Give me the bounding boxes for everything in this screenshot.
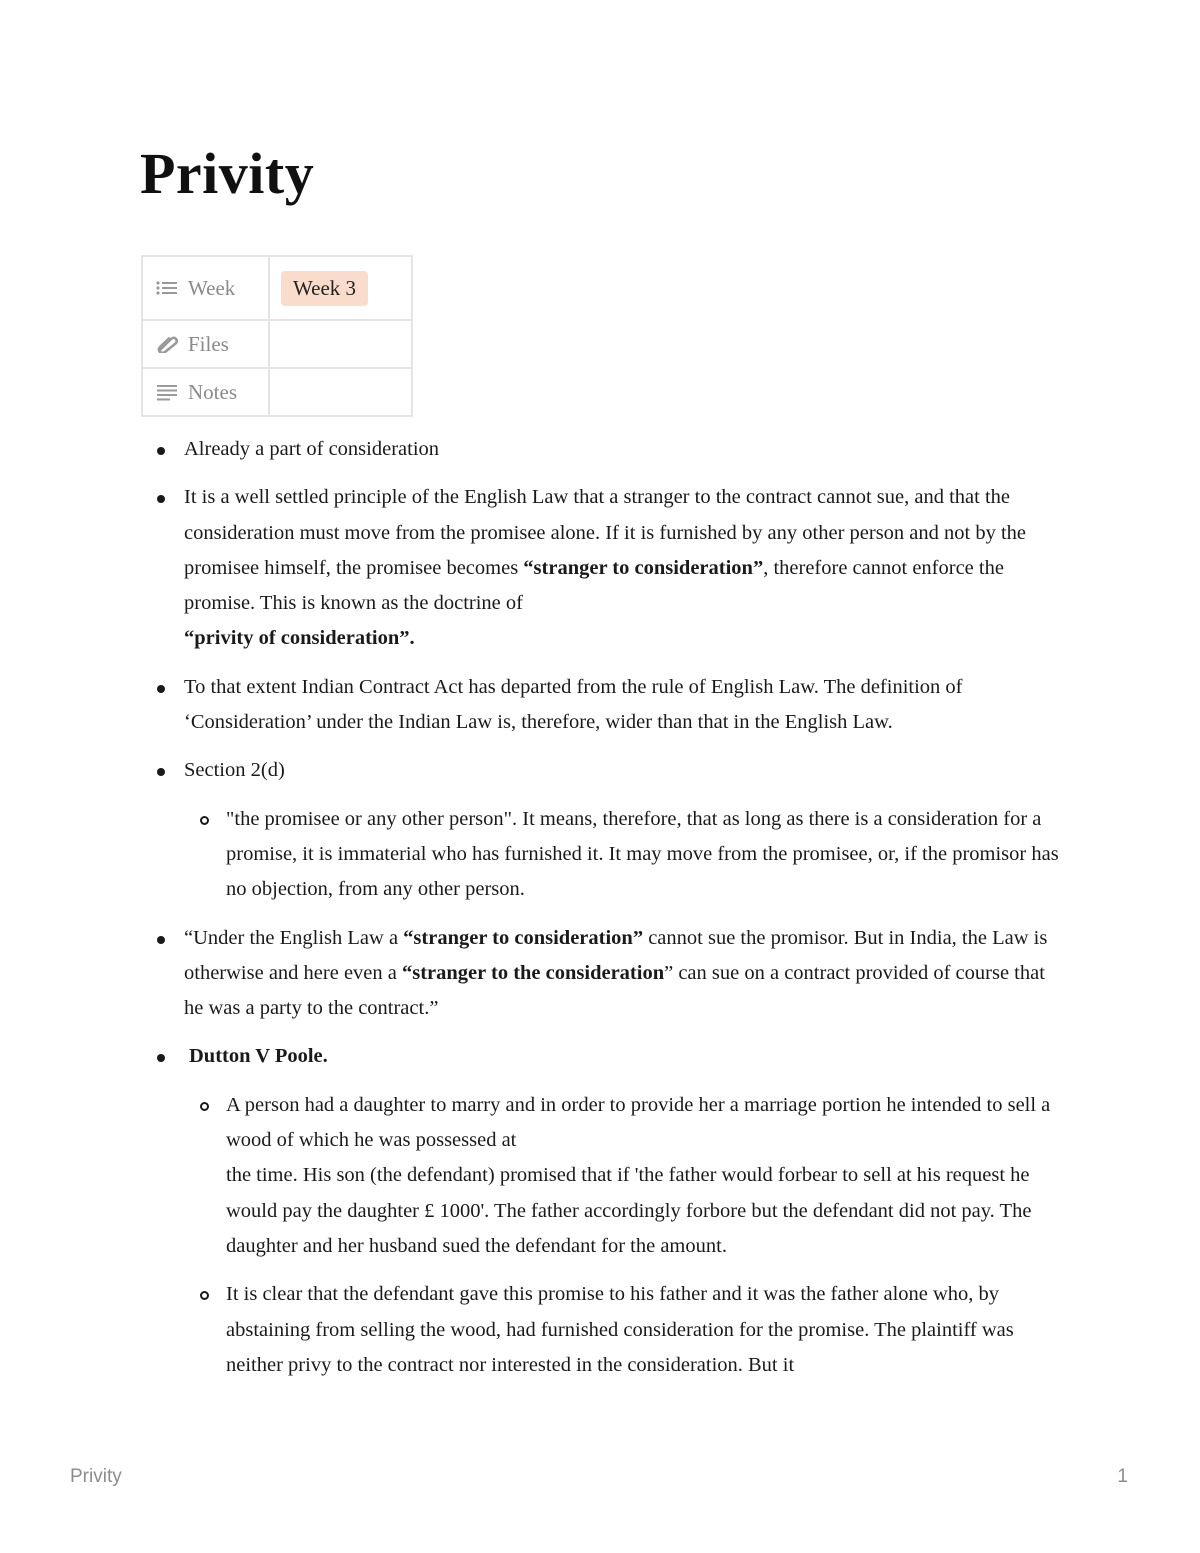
bold-term: “privity of consideration”. (184, 627, 415, 650)
property-label-files: Files (188, 331, 229, 356)
list-item: Section 2(d) "the promisee or any other person". It means, therefore, that as long as there is a consideration for a promise, it is immaterial who has furnished it. It may move from the promisee, or, if the promisor has no objection, from any other person. (140, 753, 1065, 907)
bold-term: “stranger to consideration” (403, 926, 644, 949)
bullet-list (140, 432, 1065, 1383)
bold-term: “stranger to consideration” (523, 556, 764, 579)
sub-list (184, 1088, 1065, 1383)
property-value-notes[interactable] (269, 368, 412, 416)
page-number: 1 (1117, 1466, 1128, 1487)
page-title: Privity (140, 141, 315, 206)
property-value-week[interactable] (269, 256, 412, 320)
property-row-files (142, 320, 412, 368)
paperclip-icon (156, 335, 178, 353)
list-item: It is a well settled principle of the English Law that a stranger to the contract cannot sue, and that the consideration must move from the promisee alone. If it is furnished by any other person and not by the promisee himself, the promisee becomes “stranger to consideration”, therefore cannot enforce the promise. This is known as the doctrine of “privity of consideration”. (140, 480, 1065, 656)
sub-list (184, 802, 1065, 908)
property-value-files[interactable] (269, 320, 412, 368)
list-item (140, 1039, 1065, 1383)
property-label-week: Week (188, 275, 236, 300)
week-tag[interactable]: Week 3 (281, 271, 368, 306)
properties-table (141, 255, 413, 417)
sub-list-item: "the promisee or any other person". It means, therefore, that as long as there is a consideration for a promise, it is immaterial who has furnished it. It may move from the promisee, or, if the promisor has no objection, from any other person. (184, 802, 1065, 908)
case-name: Dutton V Poole. (189, 1045, 328, 1068)
property-row-notes (142, 368, 412, 416)
text-lines-icon (156, 383, 178, 401)
list-item: To that extent Indian Contract Act has departed from the rule of English Law. The definition of ‘Consideration’ under the Indian Law is, therefore, wider than that in the English Law. (140, 670, 1065, 741)
property-key-files[interactable] (142, 320, 269, 368)
list-item: Already a part of consideration (140, 432, 1065, 467)
property-row-week (142, 256, 412, 320)
list-icon (156, 279, 178, 297)
property-label-notes: Notes (188, 379, 237, 404)
bold-term: “stranger to the consideration (402, 961, 665, 984)
footer-title: Privity (70, 1466, 122, 1487)
sub-list-item: It is clear that the defendant gave this promise to his father and it was the father alone who, by abstaining from selling the wood, had furnished consideration for the promise. The plaintiff was neither privy to the contract nor interested in the consideration. But it (184, 1277, 1065, 1383)
list-item: “Under the English Law a “stranger to consideration” cannot sue the promisor. But in India, the Law is otherwise and here even a “stranger to the consideration” can sue on a contract provided of course that he was a party to the contract.” (140, 921, 1065, 1027)
page-content (140, 432, 1065, 1396)
property-key-notes[interactable] (142, 368, 269, 416)
sub-list-item: A person had a daughter to marry and in order to provide her a marriage portion he intended to sell a wood of which he was possessed at the time. His son (the defendant) promised that if 'the father would forbear to sell at his request he would pay the daughter £ 1000'. The father accordingly forbore but the defendant did not pay. The daughter and her husband sued the defendant for the amount. (184, 1088, 1065, 1264)
property-key-week[interactable] (142, 256, 269, 320)
